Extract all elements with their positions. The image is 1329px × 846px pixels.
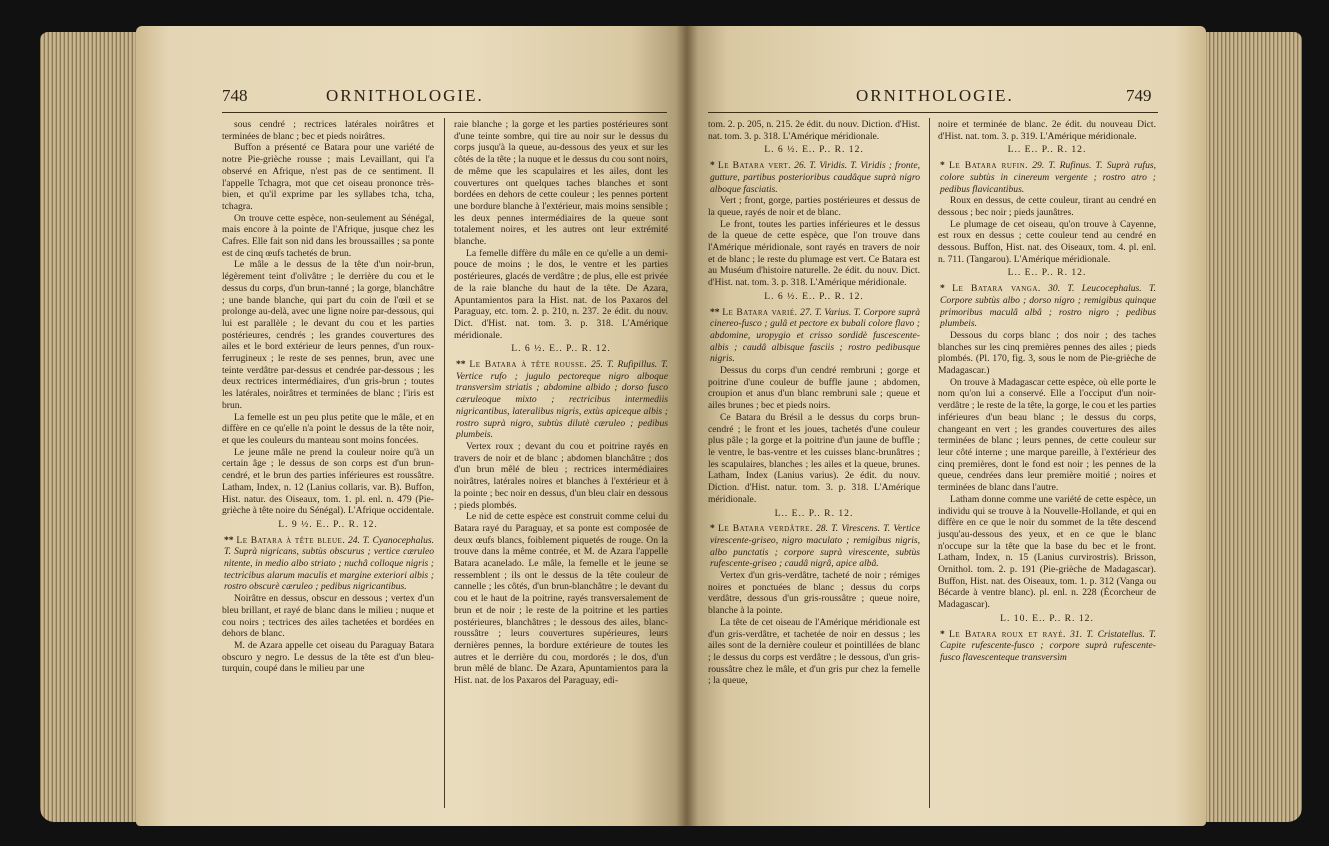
right-column-divider (929, 118, 930, 808)
paragraph: Vertex d'un gris-verdâtre, tacheté de noir ; rémiges noires et ponctuées de blanc ; dessus du corps verdâtre, dessous d'un gris-roussâtre ; queue noire, blanche à la pointe. (708, 570, 920, 617)
entry-marker: ** (456, 359, 470, 371)
paragraph: Le jeune mâle ne prend la couleur noire qu'à un certain âge ; le dessus de son corps est d'un brun-cendré, et le brun des parties inférieures est roussâtre. Latham, Index, n. 12 (Lanius collaris, var. B). Buffon, Hist. natur. des Oiseaux, tom. 1. pl. enl. n. 479 (Pie-grièche à tête noire du Sénégal). L'Afrique occidentale. (222, 446, 434, 517)
species-entry (708, 523, 920, 570)
latin-description: 28. T. Virescens. T. Vertice virescente-griseo, nigro maculato ; remigibus nigris, albo punctatis ; corpore suprà virescente, subtùs rufescente-griseo ; caudâ nigrâ, apice albâ. (710, 523, 920, 570)
paragraph: Noirâtre en dessus, obscur en dessous ; vertex d'un bleu brillant, et rayé de blanc dans le milieu ; nuque et cou noirs ; tectrices des ailes tachetées et bordées en dehors de blanc. (222, 593, 434, 640)
entry-marker: * (710, 160, 718, 172)
entry-marker: * (940, 628, 950, 640)
paragraph: On trouve à Madagascar cette espèce, où elle porte le nom qu'on lui a conservé. Elle a l'occiput d'un noir-verdâtre ; le reste de la tête, la gorge, le cou et les parties inférieures d'un beau blanc ; le dessus du corps, changeant en vert ; les grandes couvertures des ailes terminées de blanc ; leurs pennes, de cette couleur sur leur côté interne ; une marque pareille, à l'extérieur des cinq premières, dont le fond est noir ; les pennes de la queue, cendrées dans leur première moitié ; noires et terminées de blanc dans l'autre. (938, 376, 1156, 494)
measurement-line: L. 6 ½. E.. P.. R. 12. (764, 144, 864, 156)
latin-description: 30. T. Leucocephalus. T. Corpore subtùs albo ; dorso nigro ; remigibus quinque primoribus maculâ albâ ; rostro nigro ; pedibus plumbeis. (940, 283, 1156, 330)
paragraph: Dessous du corps blanc ; dos noir ; des taches blanches sur les cinq premières pennes des ailes ; pieds plombés. (Pl. 170, fig. 3, sous le nom de Pie-grièche de Madagascar.) (938, 329, 1156, 377)
paragraph: Ce Batara du Brésil a le dessus du corps brun-cendré ; le front et les joues, tachetés d'une couleur plus pâle ; la gorge et la poitrine d'un jaune de buffle ; le ventre, le bas-ventre et les cuisses blanc-brunâtres ; les scapulaires, blanches ; les ailes et la queue, brunes. Latham, Index (Lanius varius). 2e édit. du nouv. Diction. d'Hist. natur. tom. 3. p. 318. L'Amérique méridionale. (708, 411, 920, 505)
right-column-2 (938, 119, 1156, 664)
entry-marker: * (940, 160, 949, 172)
species-entry (938, 629, 1156, 664)
paragraph: Latham donne comme une variété de cette espèce, un individu qui se trouve à la Nouvelle-Hollande, et qui en diffère en ce que le noir du sommet de la tête descend jusqu'au-dessous des yeux, et en ce que le blanc n'occupe sur la tête que la base du bec et le front. Latham, Index, n. 15 (Lanius curvirostris). Brisson, Ornithol. tom. 2. p. 191 (Pie-grièche de Madagascar). Buffon, Hist. nat. des Oiseaux, tom. 1. p. 312 (Vanga ou Bécarde à ventre blanc). pl. enl. n. 228 (Écorcheur de Madagascar). (938, 493, 1156, 611)
left-column-1 (222, 119, 434, 675)
species-title: Le Batara vanga. (952, 283, 1041, 295)
species-title: Le Batara roux et rayé. (949, 628, 1066, 640)
species-title: Le Batara à tête rousse. (469, 359, 588, 371)
measurement-line: L.. E.. P.. R. 12. (774, 507, 854, 519)
measurement-line: L. 10. E.. P.. R. 12. (1000, 612, 1094, 624)
species-entry (708, 160, 920, 195)
latin-description: 27. T. Varius. T. Corpore suprà cinereo-fusco ; gulâ et pectore ex bubali colore flavo ; abdomine, uropygio et crisso sordidè fuscescente-albis ; caudâ albisque fasciis ; rostro pedibusque nigris. (710, 306, 920, 365)
paragraph: tom. 2. p. 205, n. 215. 2e édit. du nouv. Diction. d'Hist. nat. tom. 3. p. 318. L'Amérique méridionale. (708, 119, 920, 142)
paragraph: Dessus du corps d'un cendré rembruni ; gorge et poitrine d'une couleur de buffle jaune ; abdomen, croupion et anus d'un blanc rembruni sale ; queue et ailes brunes ; bec et pieds noirs. (708, 365, 920, 412)
page-edges-right (1202, 32, 1302, 822)
species-title: Le Batara varié. (722, 306, 798, 318)
latin-description: 24. T. Cyanocephalus. T. Suprà nigricans, subtùs obscurus ; vertice cæruleo nitente, in medio albo striato ; nuchâ colloque nigris ; tectricibus alarum maculis et margine exteriori albis ; rostro obscurè cæruleo ; pedibus nigricantibus. (224, 534, 434, 593)
left-column-2 (454, 119, 668, 687)
paragraph: Vert ; front, gorge, parties postérieures et dessus de la queue, rayés de noir et de blanc. (708, 195, 920, 218)
paragraph: Buffon a présenté ce Batara pour une variété de notre Pie-grièche rousse ; mais Levaillant, qui l'a observé en Afrique, n'est pas de ce sentiment. Il l'appelle Tchagra, mot que cet oiseau prononce très-bien, et qu'il exprime par les syllabes tcha, tcha, tchagra. (222, 142, 434, 212)
open-book (40, 18, 1302, 833)
left-page (136, 26, 686, 826)
right-running-header: ORNITHOLOGIE. (856, 86, 1014, 105)
book-gutter (676, 26, 698, 826)
page-edges-left (40, 32, 140, 822)
latin-description: 25. T. Rufipillus. T. Vertice rufo ; jugulo pectoreque nigro alboque transversìm striatis ; abdomine albido ; dorso fusco cæruleoque mixto ; rectricibus intermediis nigricantibus, lateralibus nigris, extùs apiceque albis ; rostro suprà nigro, subtùs dilutè cæruleo ; pedibus plumbeis. (456, 359, 668, 441)
species-entry (938, 160, 1156, 195)
latin-description: 31. T. Cristatellus. T. Capite rufescente-fusco ; corpore suprà rufescente-fusco flavescenteque transversìm (940, 628, 1156, 663)
species-entry (454, 359, 668, 441)
left-page-number: 748 (222, 86, 248, 105)
entry-marker: * (710, 523, 718, 535)
left-column-divider (444, 118, 445, 808)
left-header-rule (222, 112, 667, 113)
paragraph: Vertex roux ; devant du cou et poitrine rayés en travers de noir et de blanc ; abdomen blanchâtre ; dos d'un brun mêlé de bleu ; rectrices intermédiaires noirâtres, latérales noires et blanches à l'extérieur et à la pointe ; bec noir en dessus, d'un bleu clair en dessous ; pieds plombés. (454, 440, 668, 511)
right-header-rule (708, 112, 1158, 113)
measurement-line: L. 9 ½. E.. P.. R. 12. (278, 518, 378, 530)
right-column-1 (708, 119, 920, 687)
species-entry (708, 307, 920, 366)
species-title: Le Batara verdâtre. (717, 523, 813, 535)
paragraph: Le nid de cette espèce est construit comme celui du Batara rayé du Paraguay, et sa ponte est composée de deux œufs blancs, foiblement piquetés de rouge. On la trouve dans la même contrée, et M. de Azara l'appelle Batara acanelado. Le mâle, la femelle et le jeune se ressemblent ; ils ont le dessus de la tête couleur de cannelle ; les côtés, d'un brun-blanchâtre ; le devant du cou et le haut de la poitrine, rayés transversalement de brun et de noir ; le reste de la poitrine et les parties postérieures, blanchâtres ; le dessous des ailes, blanc-roussâtre ; leurs couvertures supérieures, leurs dernières pennes, la bordure extérieure de toutes les autres et le derrière du cou, mordorés ; le dos, d'un brun mêlé de blanc. De Azara, Apuntamientos para la Hist. nat. de los Paxaros del Paraguay, edi- (454, 511, 668, 687)
entry-marker: ** (710, 306, 723, 318)
paragraph: Roux en dessus, de cette couleur, tirant au cendré en dessous ; bec noir ; pieds jaunâtres. (938, 195, 1156, 218)
species-entry (938, 283, 1156, 330)
right-page (686, 26, 1206, 826)
measurement-line: L. 6 ½. E.. P.. R. 12. (511, 343, 611, 355)
paragraph: La tête de cet oiseau de l'Amérique méridionale est d'un gris-verdâtre, et tachetée de noir en dessus ; les ailes sont de la dernière couleur et pointillées de blanc ; le dessus du corps est verdâtre ; le dessous, d'un gris-roussâtre chez le mâle, et d'un gris pur chez la femelle ; la queue, (708, 616, 920, 687)
measurement-line: L. 6 ½. E.. P.. R. 12. (764, 290, 864, 302)
paragraph: On trouve cette espèce, non-seulement au Sénégal, mais encore à la pointe de l'Afrique, jusque chez les Cafres. Elle fait son nid dans les broussailles ; sa ponte est de cinq œufs tachetés de brun. (222, 212, 434, 259)
paragraph: noire et terminée de blanc. 2e édit. du nouveau Dict. d'Hist. nat. tom. 3. p. 319. L'Amérique méridionale. (938, 119, 1156, 142)
species-title: Le Batara vert. (717, 160, 792, 172)
paragraph: Le plumage de cet oiseau, qu'on trouve à Cayenne, est roux en dessus ; cette couleur tend au cendré en dessous. Buffon, Hist. nat. des Oiseaux, tom. 4. pl. enl. n. 711. (Tangarou). L'Amérique méridionale. (938, 218, 1156, 265)
latin-description: 29. T. Rufinus. T. Suprà rufus, colore subtùs in cinereum vergente ; rostro atro ; pedibus flavicantibus. (940, 160, 1156, 195)
entry-marker: ** (224, 534, 237, 546)
measurement-line: L.. E.. P.. R. 12. (1007, 267, 1087, 279)
entry-marker: * (940, 283, 953, 295)
species-entry (222, 535, 434, 594)
measurement-line: L.. E.. P.. R. 12. (1007, 144, 1087, 156)
right-page-number: 749 (1126, 86, 1152, 105)
species-title: Le Batara à tête bleue. (236, 534, 346, 546)
paragraph: Le mâle a le dessus de la tête d'un noir-brun, légèrement teint d'olivâtre ; le derrière du cou et le dessus du corps, d'un brun-tanné ; la gorge, blanchâtre ; une bande blanche, qui part du coin de l'œil et se prolonge au-delà, avec une ligne noire par-dessous, qui lui est parallèle ; le devant du cou et les parties postérieures, cendrés ; les grandes couvertures des ailes et le bord extérieur de leurs pennes, d'un roux-ferrugineux ; le reste de ses pennes, brun, avec une teinte verdâtre par-dessus et cendrée par-dessous ; les deux rectrices intermédiaires, d'un gris-brun ; toutes les latérales, noirâtres et terminées de blanc ; l'iris est brun. (222, 259, 434, 411)
paragraph: raie blanche ; la gorge et les parties postérieures sont d'une teinte sombre, qui tire au noir sur le dessus du corps jusqu'à la queue, au-dessous des yeux et sur les côtés de la tête ; la nuque et le dessus du cou sont noirs, de même que les scapulaires et les ailes, dont les couvertures ont quelques taches blanches et sont bordées en dehors de cette couleur ; les pennes portent une bordure blanche à l'extérieur, mais moins sensible ; les deux pennes intermédiaires de la queue sont totalement noires, et les autres ont leur extrémité blanche. (454, 119, 668, 248)
paragraph: Le front, toutes les parties inférieures et le dessus de la queue de cette espèce, que l'on trouve dans l'Amérique méridionale, sont rayés en travers de noir et de blanc ; le reste du plumage est vert. Ce Batara est au Muséum d'histoire naturelle. 2e édit. du nouv. Dict. d'Hist. nat. tom. 3. p. 318. L'Amérique méridionale. (708, 218, 920, 289)
paragraph: sous cendré ; rectrices latérales noirâtres et terminées de blanc ; bec et pieds noirâtres. (222, 119, 434, 142)
left-running-header: ORNITHOLOGIE. (326, 86, 484, 105)
paragraph: M. de Azara appelle cet oiseau du Paraguay Batara obscuro y negro. Le dessus de la tête est d'un bleu-turquin, coupé dans le milieu par une (222, 639, 434, 675)
latin-description: 26. T. Viridis. T. Viridis ; fronte, gutture, partibus posterioribus caudâque suprà nigro alboque fasciatis. (710, 160, 920, 195)
species-title: Le Batara rufin. (948, 160, 1029, 172)
paragraph: La femelle diffère du mâle en ce qu'elle a un demi-pouce de moins ; le dos, le ventre et les parties postérieures, glacés de verdâtre ; de plus, elle est privée de la raie blanche du haut de la tête. De Azara, Apuntamientos para la Hist. nat. de los Paxaros del Paraguay, etc. tom. 2. p. 210, n. 237. 2e édit. du nouv. Dict. d'Hist. nat. tom. 3. p. 318. L'Amérique méridionale. (454, 247, 668, 341)
paragraph: La femelle est un peu plus petite que le mâle, et en diffère en ce qu'elle n'a point le dessus de la tête noir, et que les couleurs du manteau sont moins foncées. (222, 411, 434, 446)
